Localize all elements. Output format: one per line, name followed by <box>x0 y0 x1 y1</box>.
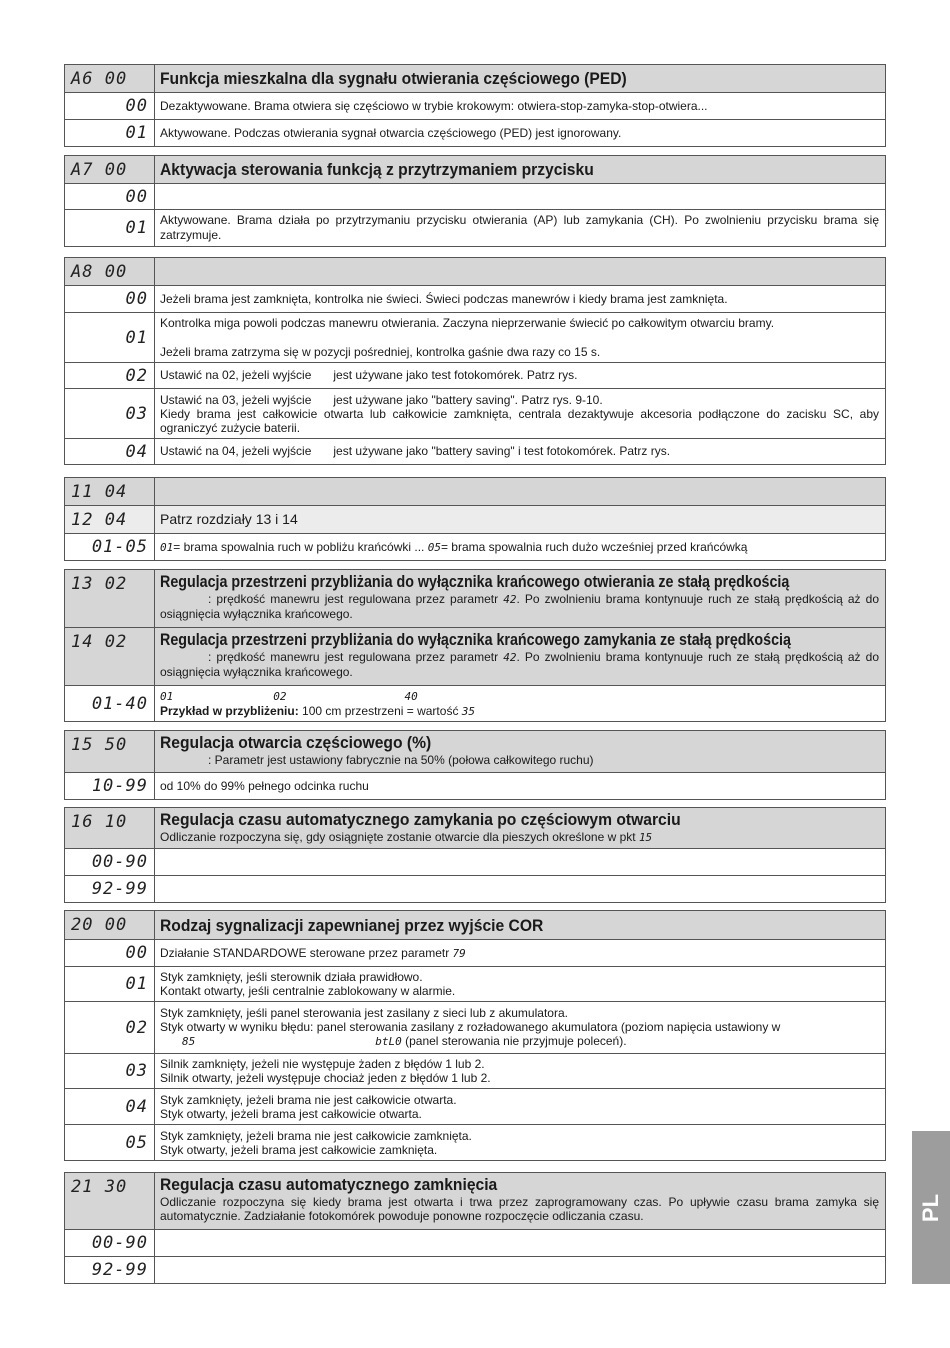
value-code: 00 <box>65 286 155 313</box>
value-description: Aktywowane. Podczas otwierania sygnał otwarcia częściowego (PED) jest ignorowany. <box>155 120 886 147</box>
note-text: : prędkość manewru jest regulowana przez parametr <box>208 592 499 606</box>
description-line: Styk zamknięty, jeśli sterownik działa prawidłowo. <box>160 970 423 984</box>
table-row <box>65 363 886 389</box>
param-table-21 <box>64 1172 886 1284</box>
description-text: jest używane jako "battery saving" i test fotokomórek. Patrz rys. <box>333 444 671 458</box>
param-title: Regulacja przestrzeni przybliżania do wyłącznika krańcowego otwierania ze stałą prędkością <box>160 572 790 591</box>
language-tab <box>912 1131 950 1284</box>
description-text: Działanie STANDARDOWE sterowane przez parametr <box>160 945 450 960</box>
table-row <box>65 1089 886 1125</box>
param-header <box>65 156 886 184</box>
table-row <box>65 184 886 210</box>
param-table-20 <box>64 910 886 1161</box>
description-line: Kiedy brama jest całkowicie otwarta lub całkowicie zamknięta, centrala dezaktywuje akcesoria podłączone do zacisku SC, aby ograniczyć zużycie baterii. <box>160 406 879 435</box>
param-header <box>65 628 886 686</box>
language-tab-label: PL <box>918 1193 943 1222</box>
table-row <box>65 210 886 247</box>
description-line: Styk zamknięty, jeśli panel sterowania jest zasilany z sieci lub z akumulatora. <box>160 1006 568 1020</box>
table-row <box>65 286 886 313</box>
value-description <box>155 534 886 561</box>
segment-value: 42 <box>503 593 517 606</box>
param-header <box>65 258 886 286</box>
segment-value: 01 <box>160 689 174 703</box>
segment-value: 79 <box>452 946 466 960</box>
param-title: Regulacja czasu automatycznego zamykania po częściowym otwarciu <box>160 810 681 829</box>
param-code: 20 00 <box>65 911 155 940</box>
value-code: 00 <box>65 940 155 967</box>
note-text: Odliczanie rozpoczyna się, gdy osiągnięte zostanie otwarcie dla pieszych określone w pkt <box>160 830 636 844</box>
value-description <box>155 967 886 1002</box>
value-code: 92-99 <box>65 876 155 903</box>
note-text: . Po zwolnieniu brama kontynuuje ruch ze stałą prędkością aż do osiągnięcia wyłącznika krańcowego. <box>160 592 880 621</box>
param-code: 16 10 <box>65 808 155 849</box>
description-line: Styk zamknięty, jeżeli brama nie jest całkowicie otwarta. <box>160 1092 457 1107</box>
segment-value: 05 <box>427 540 441 554</box>
param-header <box>65 478 886 506</box>
param-code: 11 04 <box>65 478 155 506</box>
description-line: Kontakt otwarty, jeśli centralnie zablokowany w alarmie. <box>160 984 456 998</box>
segment-value: 85 <box>182 1035 196 1048</box>
description-text: Ustawić na 02, jeżeli wyjście <box>160 368 312 382</box>
note-text: : prędkość manewru jest regulowana przez parametr <box>208 650 499 664</box>
description-line: Silnik otwarty, jeżeli występuje chociaż jeden z błędów 1 lub 2. <box>160 1071 491 1085</box>
table-row <box>65 439 886 465</box>
param-table-15 <box>64 730 886 800</box>
param-code: A8 00 <box>65 258 155 286</box>
description-text: = brama spowalnia ruch w pobliżu krańcówki ... <box>173 539 425 554</box>
note-text: . Po zwolnieniu brama kontynuuje ruch ze stałą prędkością aż do osiągnięcia wyłącznika krańcowego. <box>160 650 880 679</box>
value-code: 00 <box>65 93 155 120</box>
param-table-16 <box>64 807 886 903</box>
description-line: Styk otwarty, jeżeli brama jest całkowicie otwarta. <box>160 1106 422 1121</box>
param-header <box>65 65 886 93</box>
range-values <box>160 689 879 704</box>
description-line: Jeżeli brama zatrzyma się w pozycji pośredniej, kontrolka gaśnie dwa razy co 15 s. <box>160 345 601 359</box>
value-code: 05 <box>65 1125 155 1161</box>
param-title: Aktywacja sterowania funkcją z przytrzymaniem przycisku <box>160 160 594 179</box>
description-text: jest używane jako test fotokomórek. Patrz rys. <box>333 368 578 382</box>
description-line: Silnik zamknięty, jeżeli nie występuje żaden z błędów 1 lub 2. <box>160 1057 485 1071</box>
description-text: Ustawić na 03, jeżeli wyjście <box>160 392 312 407</box>
table-row <box>65 1125 886 1161</box>
param-table-a8 <box>64 257 886 465</box>
value-description <box>155 1054 886 1089</box>
example-label: Przykład w przybliżeniu: <box>160 703 299 718</box>
value-description <box>155 940 886 967</box>
description-line: Styk otwarty w wyniku błędu: panel sterowania zasilany z rozładowanego akumulatora (poziom napięcia ustawiony w <box>160 1020 781 1034</box>
param-header <box>65 731 886 773</box>
segment-value: btL0 <box>375 1035 402 1048</box>
param-table-13-14 <box>64 569 886 722</box>
param-header <box>65 808 886 849</box>
segment-value: 15 <box>638 831 653 844</box>
table-row <box>65 389 886 439</box>
example-text: 100 cm przestrzeni = wartość <box>302 703 459 718</box>
param-note <box>160 650 879 679</box>
description-text: = brama spowalnia ruch dużo wcześniej przed krańcówką <box>440 539 748 554</box>
value-code: 04 <box>65 1089 155 1125</box>
description-line <box>160 393 879 407</box>
param-code: 13 02 <box>65 570 155 628</box>
value-description <box>155 1002 886 1054</box>
table-row <box>65 773 886 800</box>
value-code: 02 <box>65 363 155 389</box>
value-description: Aktywowane. Brama działa po przytrzymaniu przycisku otwierania (AP) lub zamykania (CH). Po zwolnieniu przycisku brama się zatrzymuje. <box>155 210 886 247</box>
param-code: 12 04 <box>65 506 155 534</box>
value-code: 01 <box>65 967 155 1002</box>
param-note: Odliczanie rozpoczyna się kiedy brama jest otwarta i trwa przez zaprogramowany czas. Po upływie czasu brama zamyka się automatycznie. Zadziałanie fotokomórek powoduje ponowne rozpoczęcie odliczania czasu. <box>160 1195 879 1223</box>
value-code: 01-40 <box>65 686 155 722</box>
value-description <box>155 686 886 722</box>
value-description <box>155 363 886 389</box>
value-description <box>155 1089 886 1125</box>
table-row <box>65 1230 886 1257</box>
description-line: Styk otwarty, jeżeli brama jest całkowicie zamknięta. <box>160 1142 438 1157</box>
param-header <box>65 911 886 940</box>
value-code: 04 <box>65 439 155 465</box>
value-description: Patrz rozdziały 13 i 14 <box>155 506 886 534</box>
table-row <box>65 967 886 1002</box>
param-code: A6 00 <box>65 65 155 93</box>
param-header <box>65 570 886 628</box>
value-code: 03 <box>65 1054 155 1089</box>
param-title: Rodzaj sygnalizacji zapewnianej przez wyjście COR <box>160 915 544 935</box>
param-title: Regulacja otwarcia częściowego (%) <box>160 733 432 752</box>
param-code: 15 50 <box>65 731 155 773</box>
value-code: 00 <box>65 184 155 210</box>
param-table-a6 <box>64 64 886 147</box>
table-row <box>65 313 886 363</box>
description-line: Kontrolka miga powoli podczas manewru otwierania. Zaczyna nieprzerwanie świecić po całkowitym otwarciu bramy. <box>160 316 775 330</box>
segment-value: 40 <box>404 689 418 703</box>
table-row <box>65 1257 886 1284</box>
note-text: : Parametr jest ustawiony fabrycznie na 50% (połowa całkowitego ruchu) <box>208 753 594 767</box>
segment-value: 35 <box>461 704 476 718</box>
param-code: A7 00 <box>65 156 155 184</box>
value-code: 92-99 <box>65 1257 155 1284</box>
table-row <box>65 686 886 722</box>
param-code: 21 30 <box>65 1173 155 1230</box>
value-description <box>155 184 886 210</box>
param-title: Regulacja czasu automatycznego zamknięcia <box>160 1175 498 1194</box>
value-code: 03 <box>65 389 155 439</box>
value-description: Jeżeli brama jest zamknięta, kontrolka nie świeci. Świeci podczas manewrów i kiedy brama jest zamknięta. <box>155 286 886 313</box>
param-code: 14 02 <box>65 628 155 686</box>
segment-value: 42 <box>503 651 517 664</box>
description-line: Styk zamknięty, jeżeli brama nie jest całkowicie zamknięta. <box>160 1128 472 1143</box>
value-code: 10-99 <box>65 773 155 800</box>
value-description <box>155 439 886 465</box>
value-description: od 10% do 99% pełnego odcinka ruchu <box>155 773 886 800</box>
param-header <box>65 1173 886 1230</box>
table-row <box>65 120 886 147</box>
table-row <box>65 876 886 903</box>
param-title: Regulacja przestrzeni przybliżania do wyłącznika krańcowego zamykania ze stałą prędkością <box>160 630 791 649</box>
value-description <box>155 313 886 363</box>
param-table-a7 <box>64 155 886 247</box>
value-code: 01 <box>65 313 155 363</box>
value-code: 01-05 <box>65 534 155 561</box>
table-row <box>65 1002 886 1054</box>
value-code: 01 <box>65 120 155 147</box>
description-text: jest używane jako "battery saving". Patrz rys. 9-10. <box>333 392 603 407</box>
param-note <box>160 753 879 767</box>
value-description: Dezaktywowane. Brama otwiera się częściowo w trybie krokowym: otwiera-stop-zamyka-stop-otwiera... <box>155 93 886 120</box>
value-code: 00-90 <box>65 1230 155 1257</box>
value-code: 02 <box>65 1002 155 1054</box>
param-title: Funkcja mieszkalna dla sygnału otwierania częściowego (PED) <box>160 69 627 88</box>
param-table-11-12 <box>64 477 886 561</box>
table-row <box>65 1054 886 1089</box>
table-row <box>65 534 886 561</box>
table-row <box>65 506 886 534</box>
table-row <box>65 93 886 120</box>
value-code: 00-90 <box>65 849 155 876</box>
param-note <box>160 830 879 845</box>
segment-value: 01 <box>160 540 174 554</box>
value-description <box>155 1125 886 1161</box>
value-description <box>155 389 886 439</box>
description-line <box>160 1034 879 1049</box>
table-row <box>65 849 886 876</box>
description-text: Ustawić na 04, jeżeli wyjście <box>160 444 312 458</box>
value-code: 01 <box>65 210 155 247</box>
param-note <box>160 592 879 621</box>
table-row <box>65 940 886 967</box>
description-text: (panel sterowania nie przyjmuje poleceń). <box>405 1034 627 1048</box>
segment-value: 02 <box>273 689 287 703</box>
example-line <box>160 704 879 719</box>
